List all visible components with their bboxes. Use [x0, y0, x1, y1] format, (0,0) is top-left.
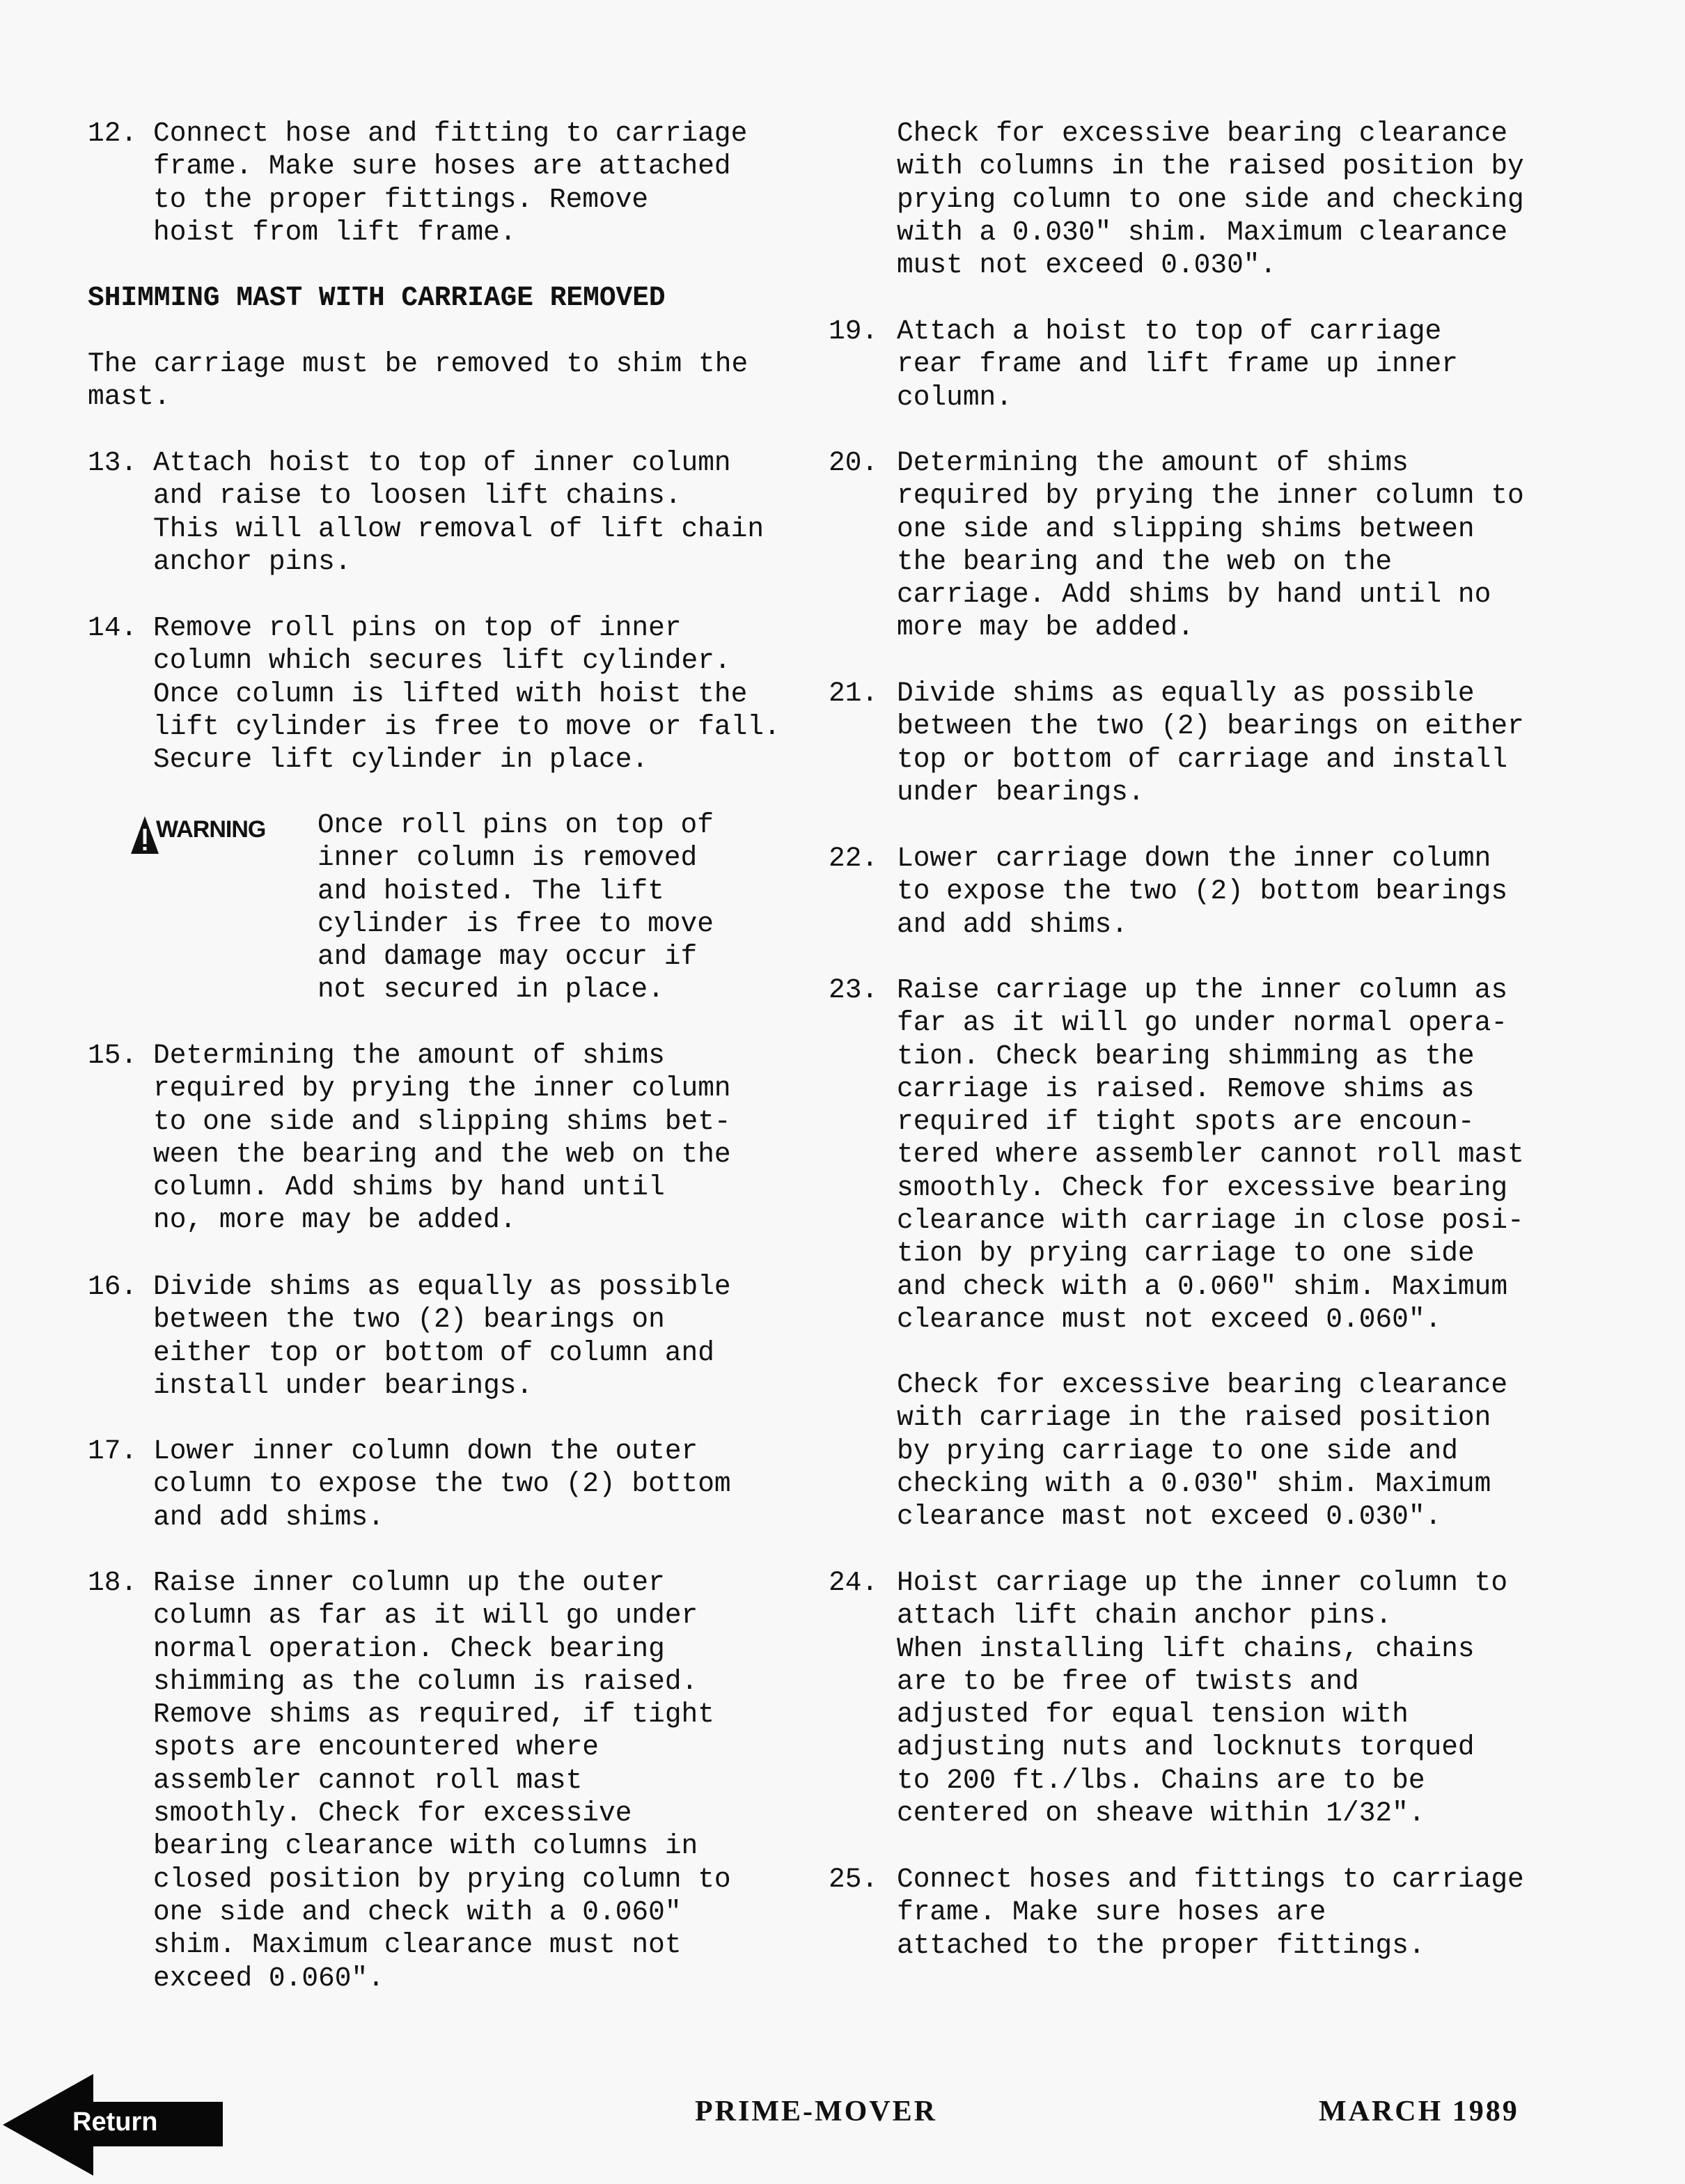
step-number: 22.	[829, 843, 879, 874]
section-heading: SHIMMING MAST WITH CARRIAGE REMOVED	[88, 282, 666, 313]
step-24-text: Hoist carriage up the inner column to attach lift chain anchor pins. When installing lift chains, chains are to be free of twists and adjusted for equal tension with adjusting nuts and locknuts torqued to 200 ft./lbs. Chains are to be centered on sheave within 1/32".	[897, 1567, 1508, 1830]
return-button[interactable]	[0, 2074, 224, 2176]
step-20-text: Determining the amount of shims required by prying the inner column to one side and slipping shims between the bearing and the web on the carriage. Add shims by hand until no more may be added.	[897, 447, 1524, 644]
step-25-text: Connect hoses and fittings to carriage frame. Make sure hoses are attached to the proper fittings.	[897, 1864, 1524, 1961]
step-13-text: Attach hoist to top of inner column and raise to loosen lift chains. This will allow removal of lift chain anchor pins.	[153, 447, 765, 577]
step-number: 13.	[88, 447, 138, 478]
step-16-text: Divide shims as equally as possible between the two (2) bearings on either top or bottom of column and install under bearings.	[153, 1271, 731, 1401]
step-number: 24.	[829, 1567, 879, 1598]
step-17-text: Lower inner column down the outer column to expose the two (2) bottom and add shims.	[153, 1435, 731, 1533]
clearance-check-text: Check for excessive bearing clearance with columns in the raised position by prying column to one side and checking with a 0.030" shim. Maximum clearance must not exceed 0.030".	[897, 118, 1524, 281]
step-22-text: Lower carriage down the inner column to expose the two (2) bottom bearings and add shims.	[897, 843, 1508, 940]
step-19-text: Attach a hoist to top of carriage rear frame and lift frame up inner column.	[897, 315, 1458, 413]
warning-badge	[130, 815, 265, 857]
warning-text: Once roll pins on top of inner column is removed and hoisted. The lift cylinder is free to move and damage may occur if not secured in place.	[318, 809, 714, 1006]
step-number: 21.	[829, 678, 879, 709]
step-23-text: Raise carriage up the inner column as far as it will go under normal opera- tion. Check bearing shimming as the carriage is raised. Remove shims as required if tight spots are encoun- tered where assembler cannot roll mast smoothly. Check for excessive bearing clearance with carriage in close posi- tion by prying carriage to one side and check with a 0.060" shim. Maximum clearance must not exceed 0.060".	[897, 974, 1524, 1335]
step-number: 20.	[829, 447, 879, 478]
clearance-check-text: Check for excessive bearing clearance with carriage in the raised position by prying carriage to one side and checking with a 0.030" shim. Maximum clearance mast not exceed 0.030".	[897, 1369, 1508, 1533]
section-intro: The carriage must be removed to shim the mast.	[88, 348, 749, 413]
footer-title: PRIME-MOVER	[695, 2096, 937, 2128]
step-number: 14.	[88, 612, 138, 644]
step-number: 16.	[88, 1271, 138, 1302]
step-number: 17.	[88, 1435, 138, 1467]
step-number: 23.	[829, 974, 879, 1006]
step-12-text: Connect hose and fitting to carriage frame. Make sure hoses are attached to the proper fittings. Remove hoist from lift frame.	[153, 118, 748, 248]
step-number: 15.	[88, 1040, 138, 1071]
step-18-text: Raise inner column up the outer column as far as it will go under normal operation. Check bearing shimming as the column is raised. Remove shims as required, if tight spots are encountered where assembler cannot roll mast smoothly. Check for excessive bearing clearance with columns in closed position by prying column to one side and check with a 0.060" shim. Maximum clearance must not exceed 0.060".	[153, 1567, 731, 1994]
step-number: 19.	[829, 315, 879, 347]
step-21-text: Divide shims as equally as possible between the two (2) bearings on either top or bottom of carriage and install under bearings.	[897, 678, 1524, 808]
step-15-text: Determining the amount of shims required by prying the inner column to one side and slipping shims bet- ween the bearing and the web on the column. Add shims by hand until no, more may be added.	[153, 1040, 731, 1236]
return-label: Return	[72, 2107, 158, 2137]
step-number: 18.	[88, 1567, 138, 1598]
warning-label: WARNING	[156, 816, 266, 843]
step-14-text: Remove roll pins on top of inner column which secures lift cylinder. Once column is lifted with hoist the lift cylinder is free to move or fall. Secure lift cylinder in place.	[153, 612, 781, 776]
footer-date: MARCH 1989	[1319, 2096, 1519, 2128]
step-number: 25.	[829, 1864, 879, 1895]
step-number: 12.	[88, 118, 138, 149]
